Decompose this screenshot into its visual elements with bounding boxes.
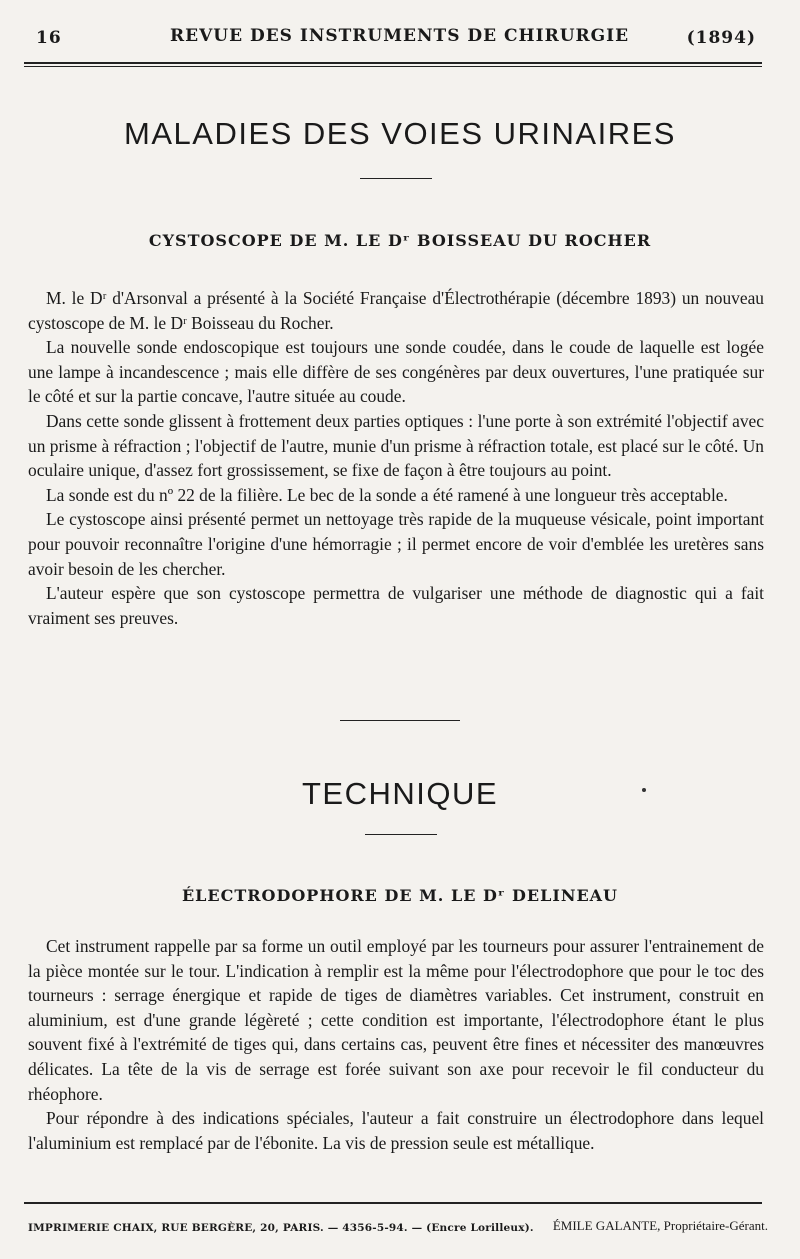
article-title-electrodophore: ÉLECTRODOPHORE DE M. LE Dʳ DELINEAU: [181, 886, 619, 905]
paragraph: M. le Dʳ d'Arsonval a présenté à la Société Française d'Électrothérapie (décembre 1893) un nouveau cystoscope de M. le Dʳ Boisseau du Rocher.: [28, 288, 764, 333]
article-body-electrodophore: [28, 934, 764, 1155]
paragraph: Cet instrument rappelle par sa forme un outil employé par les tourneurs pour assurer l'entrainement de la pièce montée sur le tour. L'indication à remplir est la même pour l'électrodophore que pour le toc des tourneurs : serrage énergique et rapide de tiges de diamètres variables. Cet instrument, construit en aluminium, est d'une grande légèreté ; cette condition est importante, l'électrodophore étant le plus souvent fixé à l'extrémité de tiges qui, dans certains cas, peuvent être fines et nécessiter des manœuvres délicates. La tête de la vis de serrage est forée suivant son axe pour recevoir le fil conducteur du rhéophore.: [28, 936, 764, 1104]
article-end-rule: [340, 720, 460, 721]
issue-year: (1894): [686, 28, 756, 48]
section-title-technique: TECHNIQUE: [301, 776, 499, 811]
article-body-cystoscope: [28, 286, 764, 630]
publisher-imprint: ÉMILE GALANTE, Propriétaire-Gérant.: [552, 1218, 768, 1233]
printer-imprint: IMPRIMERIE CHAIX, RUE BERGÈRE, 20, PARIS. — 4356-5-94. — (Encre Lorilleux).: [28, 1222, 534, 1234]
paragraph: Pour répondre à des indications spéciales, l'auteur a fait construire un électrodophore dans lequel l'aluminium est remplacé par de l'ébonite. La vis de pression seule est métallique.: [28, 1108, 764, 1153]
paragraph: La sonde est du nº 22 de la filière. Le bec de la sonde a été ramené à une longueur très acceptable.: [46, 484, 728, 505]
running-title: REVUE DES INSTRUMENTS DE CHIRURGIE: [170, 26, 630, 46]
header-rule: [24, 62, 762, 64]
section-divider: [365, 834, 437, 835]
running-header: [28, 22, 760, 52]
ink-speck: [642, 788, 646, 792]
paragraph: La nouvelle sonde endoscopique est toujours une sonde coudée, dans le coude de laquelle est logée une lampe à incandescence ; mais elle diffère de ses congénères par deux ouvertures, l'une pratiquée sur le côté et sur la partie concave, l'autre située au coude.: [28, 337, 764, 407]
paragraph: Le cystoscope ainsi présenté permet un nettoyage très rapide de la muqueuse vésicale, point important pour pouvoir reconnaître l'origine d'une hémorragie ; il permet encore de voir d'emblée les uretères sans avoir besoin de les chercher.: [28, 509, 764, 579]
section-divider: [360, 178, 432, 179]
paragraph: Dans cette sonde glissent à frottement deux parties optiques : l'une porte à son extrémité l'objectif avec un prisme à réfraction ; l'objectif de l'autre, munie d'un prisme à réfraction totale, est placé sur le côté. Un oculaire unique, d'assez fort grossissement, se fixe de façon à être toujours au point.: [28, 410, 764, 481]
article-title-cystoscope: CYSTOSCOPE DE M. LE Dʳ BOISSEAU DU ROCHER: [148, 231, 652, 250]
footer-rule: [24, 1202, 762, 1204]
page-number: 16: [36, 28, 62, 48]
header-rule-thin: [24, 66, 762, 67]
paragraph: L'auteur espère que son cystoscope permettra de vulgariser une méthode de diagnostic qui a fait vraiment ses preuves.: [28, 583, 764, 628]
section-title-urinary: MALADIES DES VOIES URINAIRES: [124, 116, 676, 151]
